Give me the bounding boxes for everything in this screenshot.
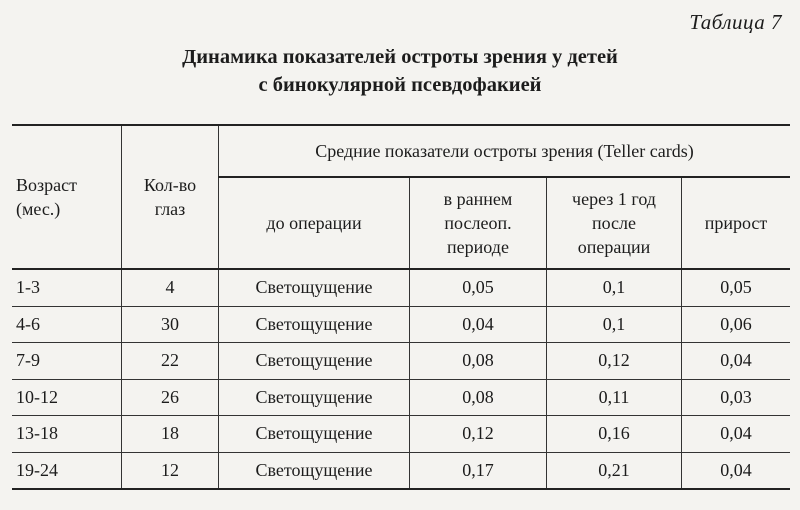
cell-year: 0,11 [547,379,682,416]
header-early-line-3: периоде [447,237,509,257]
header-group: Средние показатели остроты зрения (Teller cards) [219,125,791,177]
cell-eyes: 26 [122,379,219,416]
cell-eyes: 4 [122,269,219,306]
cell-gain: 0,04 [682,343,791,380]
header-eyes-line-1: Кол-во [143,175,197,195]
cell-gain: 0,06 [682,306,791,343]
cell-year: 0,1 [547,306,682,343]
title-line-2: с бинокулярной псевдофакией [258,74,542,96]
header-eyes [122,125,219,269]
cell-year: 0,1 [547,269,682,306]
table-row [12,452,790,489]
cell-age: 19-24 [12,452,122,489]
header-year-line-2: после [591,213,637,233]
cell-early: 0,12 [410,416,547,453]
header-age [12,125,122,269]
cell-eyes: 22 [122,343,219,380]
cell-year: 0,21 [547,452,682,489]
header-year-line-1: через 1 год [572,189,656,209]
table-header [12,125,790,269]
cell-pre-op: Светощущение [219,269,410,306]
cell-pre-op: Светощущение [219,379,410,416]
cell-eyes: 12 [122,452,219,489]
cell-early: 0,04 [410,306,547,343]
cell-early: 0,08 [410,343,547,380]
header-age-line-2: (мес.) [16,199,61,219]
cell-early: 0,05 [410,269,547,306]
header-year-line-3: операции [577,237,651,257]
cell-pre-op: Светощущение [219,416,410,453]
cell-year: 0,16 [547,416,682,453]
header-pre-op: до операции [219,177,410,269]
header-early [410,177,547,269]
cell-gain: 0,04 [682,452,791,489]
header-early-line-2: послеоп. [444,213,512,233]
header-age-line-1: Возраст [16,175,77,195]
cell-pre-op: Светощущение [219,452,410,489]
header-early-line-1: в раннем [443,189,513,209]
table-number: Таблица 7 [689,10,782,34]
cell-gain: 0,04 [682,416,791,453]
table-row [12,306,790,343]
table-row [12,379,790,416]
cell-eyes: 18 [122,416,219,453]
cell-age: 13-18 [12,416,122,453]
cell-age: 10-12 [12,379,122,416]
cell-gain: 0,03 [682,379,791,416]
header-gain: прирост [682,177,791,269]
title-line-1: Динамика показателей остроты зрения у детей [182,46,618,68]
table-body [12,269,790,489]
header-year [547,177,682,269]
cell-pre-op: Светощущение [219,343,410,380]
cell-year: 0,12 [547,343,682,380]
cell-age: 7-9 [12,343,122,380]
cell-age: 4-6 [12,306,122,343]
visual-acuity-table [12,124,790,490]
header-eyes-line-2: глаз [154,199,186,219]
cell-early: 0,08 [410,379,547,416]
cell-eyes: 30 [122,306,219,343]
table-row [12,416,790,453]
table-row [12,343,790,380]
cell-early: 0,17 [410,452,547,489]
cell-age: 1-3 [12,269,122,306]
cell-gain: 0,05 [682,269,791,306]
table-title [0,43,800,99]
cell-pre-op: Светощущение [219,306,410,343]
table-row [12,269,790,306]
